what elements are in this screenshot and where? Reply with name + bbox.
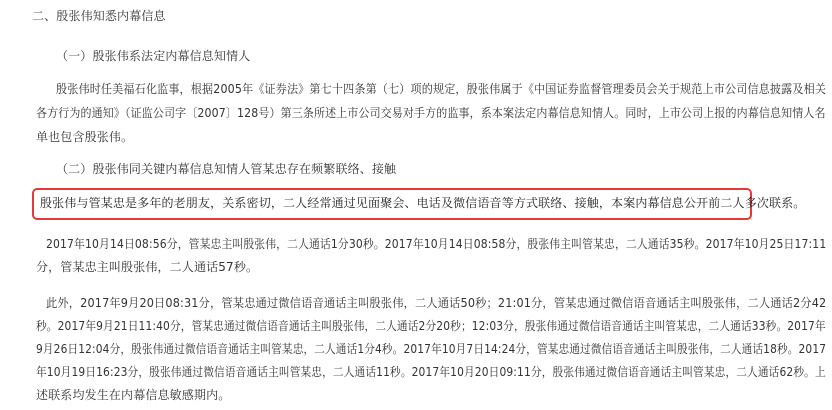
subheading-frequent-contact: （二）殷张伟同关键内幕信息知情人管某忠存在频繁联络、接触 [56,162,397,176]
paragraph-1-line-1: 殷张伟时任美福石化监事，根据2005年《证券法》第七十四条第（七）项的规定，殷张伟属于《中国证券监督管理委员会关于规范上市公司信息披露及相关 [56,82,827,96]
paragraph-1-line-2: 各方行为的通知》（证监公司字〔2007〕128号）第三条所述上市公司交易对手方的监事，系本案法定内幕信息知情人。同时，上市公司上报的内幕信息知情人名 [36,106,826,120]
paragraph-2-line-2: 分，管某忠主叫殷张伟，二人通话57秒。 [36,260,259,274]
paragraph-2-line-1: 2017年10月14日08:56分，管某忠主叫殷张伟，二人通话1分30秒。2017年10月14日08:58分，殷张伟主叫管某忠，二人通话35秒。2017年10月25日17:11 [46,237,827,251]
subheading-legal-insider: （一）殷张伟系法定内幕信息知情人 [56,49,251,63]
paragraph-3-line-4: 年10月19日16:23分，殷张伟通过微信语音通话主叫管某忠，二人通话11秒。2017年10月20日09:11分，殷张伟通过微信语音通话主叫管某忠，二人通话62秒。上 [36,365,826,379]
paragraph-3-line-5: 述联系均发生在内幕信息敏感期内。 [36,388,231,402]
paragraph-1-line-3: 单也包含殷张伟。 [36,130,134,144]
paragraph-3-line-2: 秒。2017年9月21日11:40分，管某忠通过微信语音通话主叫殷张伟，二人通话2分20秒；12:03分，殷张伟通过微信语音通话主叫管某忠，二人通话33秒。2017年 [36,319,826,333]
highlighted-statement: 殷张伟与管某忠是多年的老朋友，关系密切，二人经常通过见面聚会、电话及微信语音等方式联络、接触，本案内幕信息公开前二人多次联系。 [40,196,806,210]
paragraph-3-line-3: 9月26日12:04分，殷张伟通过微信语音通话主叫管某忠，二人通话1分4秒。2017年10月7日14:24分，管某忠通过微信语音通话主叫殷张伟，二人通话18秒。2017 [36,342,827,356]
paragraph-3-line-1: 此外，2017年9月20日08:31分，管某忠通过微信语音通话主叫殷张伟，二人通话50秒；21:01分，管某忠通过微信语音通话主叫殷张伟，二人通话2分42 [46,296,827,310]
section-heading: 二、殷张伟知悉内幕信息 [32,9,166,23]
